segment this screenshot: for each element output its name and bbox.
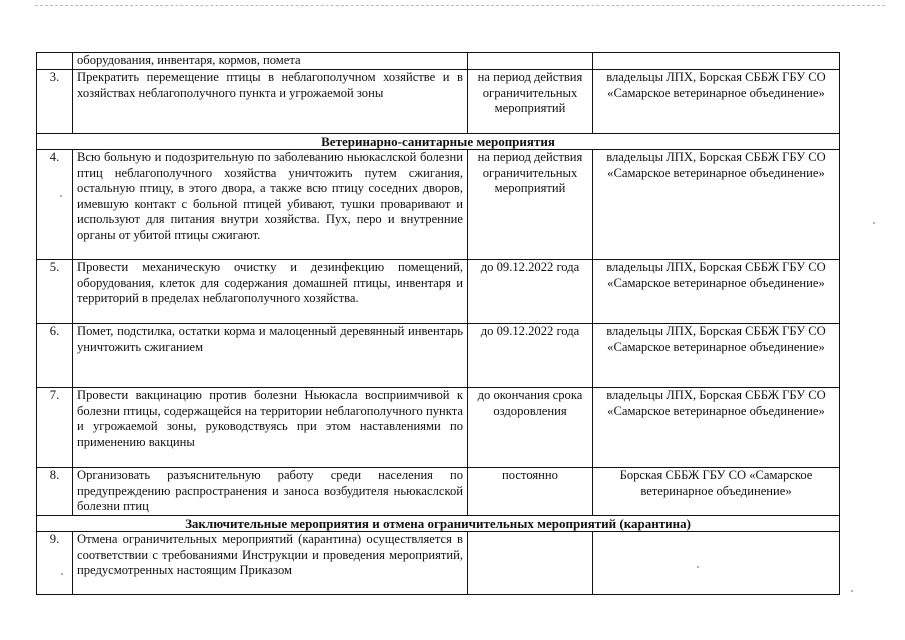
row-number: 4. [37, 150, 73, 260]
measure-period: до 09.12.2022 года [468, 324, 593, 388]
table-row [37, 260, 840, 324]
measure-responsible: владельцы ЛПХ, Борская СББЖ ГБУ СО «Самарское ветеринарное объединение» [593, 388, 840, 468]
table-row [37, 150, 840, 260]
row-number: 6. [37, 324, 73, 388]
measure-responsible [593, 532, 840, 595]
measure-responsible [593, 53, 840, 70]
measure-period [468, 53, 593, 70]
measure-description: оборудования, инвентаря, кормов, помета [73, 53, 468, 70]
measure-responsible: Борская СББЖ ГБУ СО «Самарское ветеринарное объединение» [593, 468, 840, 516]
measure-period: на период действия ограничительных мероприятий [468, 150, 593, 260]
row-number: 5. [37, 260, 73, 324]
table-row [37, 532, 840, 595]
scan-speck [873, 222, 875, 224]
table-row [37, 388, 840, 468]
table-row [37, 324, 840, 388]
row-number: 9. [37, 532, 73, 595]
section-heading: Ветеринарно-санитарные мероприятия [37, 134, 840, 150]
measure-period: до 09.12.2022 года [468, 260, 593, 324]
measure-period: на период действия ограничительных мероприятий [468, 70, 593, 134]
table-row [37, 468, 840, 516]
row-number [37, 53, 73, 70]
measure-description: Помет, подстилка, остатки корма и малоценный деревянный инвентарь уничтожить сжиганием [73, 324, 468, 388]
section-row [37, 134, 840, 150]
measure-responsible: владельцы ЛПХ, Борская СББЖ ГБУ СО «Самарское ветеринарное объединение» [593, 70, 840, 134]
page-top-edge [35, 5, 885, 6]
table-row [37, 53, 840, 70]
measure-description: Организовать разъяснительную работу среди населения по предупреждению распространения и заноса возбудителя ньюкаслской болезни птиц [73, 468, 468, 516]
measure-responsible: владельцы ЛПХ, Борская СББЖ ГБУ СО «Самарское ветеринарное объединение» [593, 260, 840, 324]
table-row [37, 70, 840, 134]
measures-table [36, 52, 840, 595]
row-number: 3. [37, 70, 73, 134]
measure-responsible: владельцы ЛПХ, Борская СББЖ ГБУ СО «Самарское ветеринарное объединение» [593, 150, 840, 260]
measure-period: постоянно [468, 468, 593, 516]
measure-description: Провести вакцинацию против болезни Ньюкасла восприимчивой к болезни птицы, содержащейся на территории неблагополучного пункта и угрожаемой зоны, руководствуясь при этом наставлениями по применению вакцины [73, 388, 468, 468]
scan-speck [851, 590, 853, 592]
measure-period [468, 532, 593, 595]
section-row [37, 516, 840, 532]
measure-description: Всю больную и подозрительную по заболеванию ньюкаслской болезни птиц неблагополучного хозяйства уничтожить путем сжигания, остальную птицу, в этого двора, а также всю птицу соседних дворов, имевшую контакт с больной птицей убивают, тушки проваривают и используют для питания внутри хозяйства. Пух, перо и внутренние органы от убитой птицы сжигают. [73, 150, 468, 260]
measure-description: Прекратить перемещение птицы в неблагополучном хозяйстве и в хозяйствах неблагополучного пункта и угрожаемой зоны [73, 70, 468, 134]
measure-responsible: владельцы ЛПХ, Борская СББЖ ГБУ СО «Самарское ветеринарное объединение» [593, 324, 840, 388]
measure-period: до окончания срока оздоровления [468, 388, 593, 468]
measure-description: Провести механическую очистку и дезинфекцию помещений, оборудования, клеток для содержания домашней птицы, инвентаря и территорий в пределах неблагополучного хозяйства. [73, 260, 468, 324]
row-number: 8. [37, 468, 73, 516]
row-number: 7. [37, 388, 73, 468]
section-heading: Заключительные мероприятия и отмена ограничительных мероприятий (карантина) [37, 516, 840, 532]
measure-description: Отмена ограничительных мероприятий (карантина) осуществляется в соответствии с требованиями Инструкции и проведения мероприятий, предусмотренных настоящим Приказом [73, 532, 468, 595]
